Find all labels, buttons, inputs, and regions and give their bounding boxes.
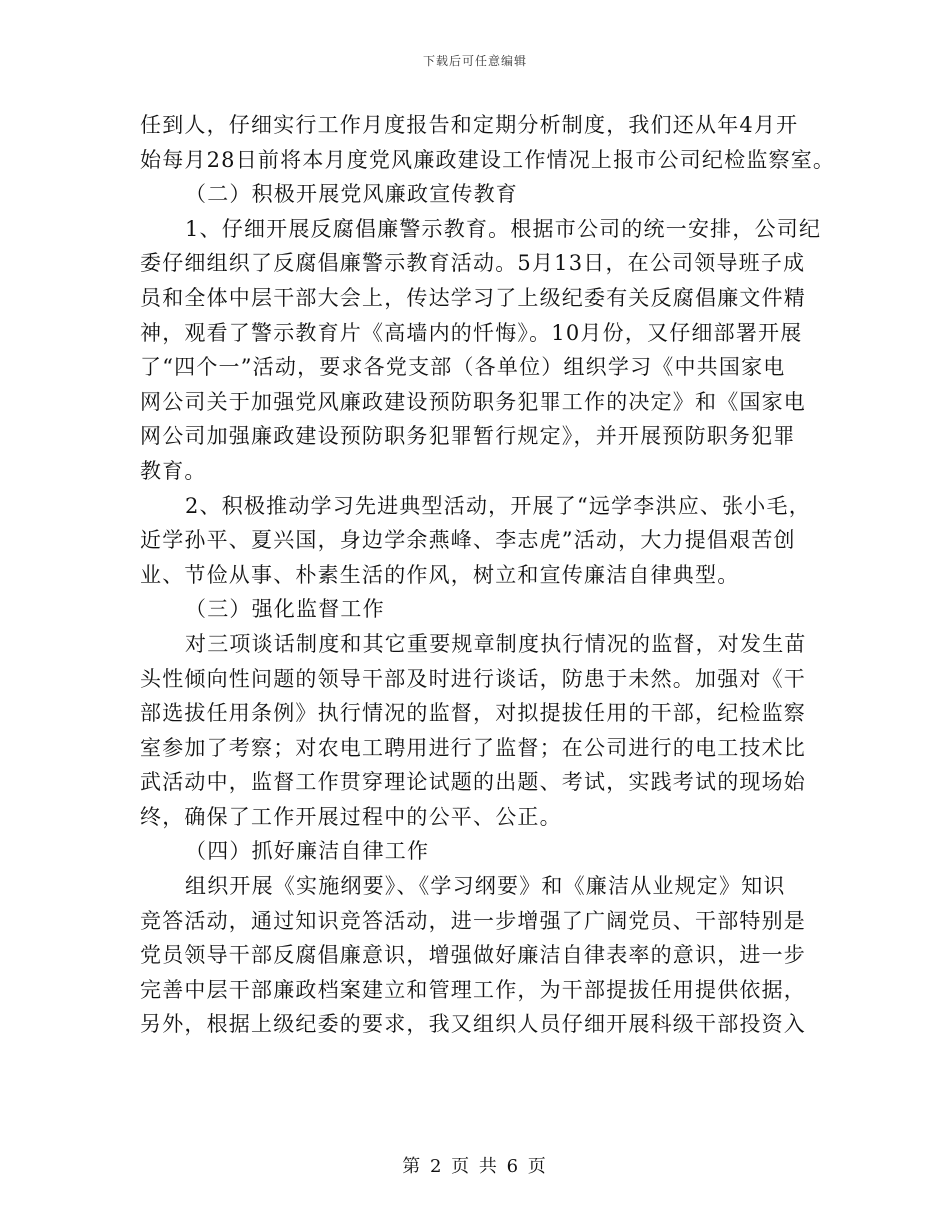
text-line: 网公司加强廉政建设预防职务犯罪暂行规定》，并开展预防职务犯罪 [140, 424, 796, 449]
text-line: 网公司关于加强党风廉政建设预防职务犯罪工作的决定》和《国家电 [140, 389, 806, 414]
text-line: 头性倾向性问题的领导干部及时进行谈话，防患于未然。加强对《干 [140, 666, 806, 691]
text-line: 神，观看了警示教育片《高墙内的忏悔》。10月份，又仔细部署开展 [140, 320, 803, 345]
section-heading: （四）抓好廉洁自律工作 [185, 839, 430, 864]
text-line: 教育。 [140, 458, 207, 483]
document-body [140, 108, 836, 1042]
text-line: 了“四个一”活动，要求各党支部（各单位）组织学习《中共国家电 [140, 355, 786, 380]
text-line: 1、仔细开展反腐倡廉警示教育。根据市公司的统一安排，公司纪 [185, 216, 822, 241]
text-line: 始每月28日前将本月度党风廉政建设工作情况上报市公司纪检监察室。 [140, 147, 836, 172]
text-line: 武活动中，监督工作贯穿理论试题的出题、考试，实践考试的现场始 [140, 770, 806, 795]
text-line: 对三项谈话制度和其它重要规章制度执行情况的监督，对发生苗 [185, 631, 807, 656]
text-line: 终，确保了工作开展过程中的公平、公正。 [140, 804, 562, 829]
text-line: 部选拔任用条例》执行情况的监督，对拟提拔任用的干部，纪检监察 [140, 701, 806, 726]
section-heading: （三）强化监督工作 [185, 597, 385, 622]
text-line: 完善中层干部廉政档案建立和管理工作，为干部提拔任用提供依据， [140, 977, 806, 1002]
text-line: 另外，根据上级纪委的要求，我又组织人员仔细开展科级干部投资入 [140, 1012, 806, 1037]
text-line: 员和全体中层干部大会上，传达学习了上级纪委有关反腐倡廉文件精 [140, 285, 806, 310]
text-line: 近学孙平、夏兴国，身边学余燕峰、李志虎”活动，大力提倡艰苦创 [140, 528, 796, 553]
text-line: 委仔细组织了反腐倡廉警示教育活动。5月13日，在公司领导班子成 [140, 251, 806, 276]
text-line: 2、积极推动学习先进典型活动，开展了“远学李洪应、张小毛， [185, 493, 811, 518]
section-heading: （二）积极开展党风廉政宣传教育 [185, 182, 518, 207]
text-line: 竞答活动，通过知识竞答活动，进一步增强了广阔党员、干部特别是 [140, 908, 806, 933]
text-line: 室参加了考察；对农电工聘用进行了监督；在公司进行的电工技术比 [140, 735, 806, 760]
page-number-footer: 第 2 页 共 6 页 [402, 1156, 548, 1177]
text-line: 任到人，仔细实行工作月度报告和定期分析制度，我们还从年4月开 [140, 113, 799, 137]
text-line: 业、节俭从事、朴素生活的作风，树立和宣传廉洁自律典型。 [140, 562, 740, 587]
text-line: 组织开展《实施纲要》、《学习纲要》和《廉洁从业规定》知识 [185, 874, 786, 899]
text-line: 党员领导干部反腐倡廉意识，增强做好廉洁自律表率的意识，进一步 [140, 943, 806, 968]
page-header-note: 下载后可任意编辑 [422, 54, 527, 68]
